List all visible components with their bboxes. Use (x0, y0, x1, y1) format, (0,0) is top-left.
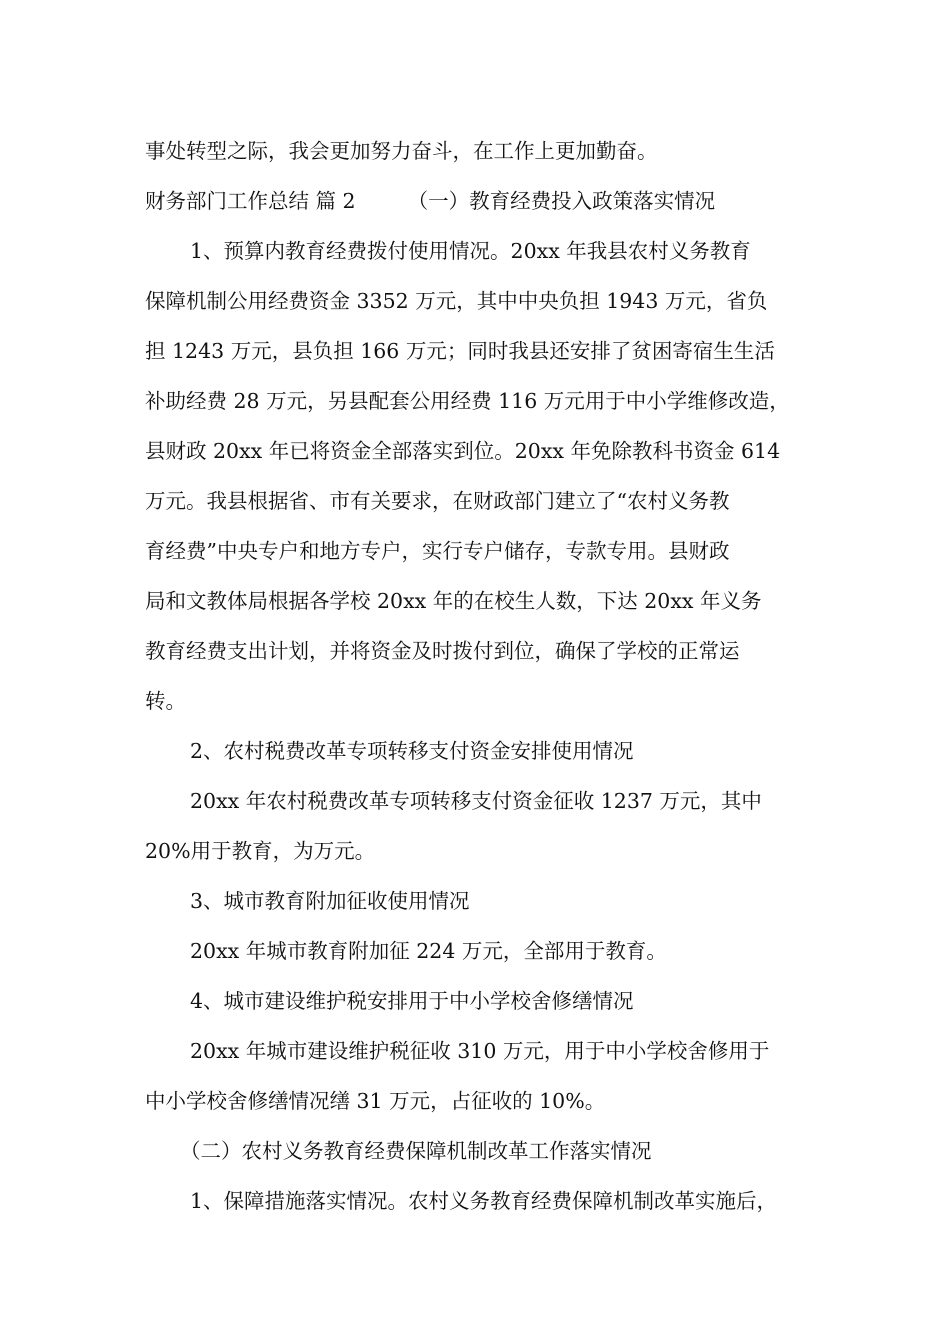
paragraph-line: 县财政 20xx 年已将资金全部落实到位。20xx 年免除教科书资金 614 (145, 439, 781, 463)
paragraph-line: 2、农村税费改革专项转移支付资金安排使用情况 (190, 739, 634, 763)
paragraph-line: 20%用于教育，为万元。 (145, 839, 376, 863)
paragraph-line: 4、城市建设维护税安排用于中小学校舍修缮情况 (190, 989, 634, 1013)
subsection-heading: （一）教育经费投入政策落实情况 (407, 189, 716, 213)
paragraph-line: 转。 (145, 689, 186, 713)
paragraph-line: 1、预算内教育经费拨付使用情况。20xx 年我县农村义务教育 (190, 239, 751, 263)
paragraph-line: （二）农村义务教育经费保障机制改革工作落实情况 (180, 1139, 652, 1163)
article-heading: 财务部门工作总结 篇 2 (145, 189, 356, 213)
section-heading (145, 186, 715, 216)
paragraph-line: 1、保障措施落实情况。农村义务教育经费保障机制改革实施后， (190, 1189, 778, 1213)
paragraph-line: 3、城市教育附加征收使用情况 (190, 889, 470, 913)
paragraph-line: 担 1243 万元，县负担 166 万元；同时我县还安排了贫困寄宿生生活 (145, 339, 775, 363)
paragraph-line: 20xx 年城市教育附加征 224 万元，全部用于教育。 (190, 939, 667, 963)
paragraph-line: 保障机制公用经费资金 3352 万元，其中中央负担 1943 万元，省负 (145, 289, 768, 313)
paragraph-line: 教育经费支出计划，并将资金及时拨付到位，确保了学校的正常运 (145, 639, 740, 663)
paragraph-line: 万元。我县根据省、市有关要求，在财政部门建立了“农村义务教 (145, 489, 730, 513)
paragraph-line: 事处转型之际，我会更加努力奋斗，在工作上更加勤奋。 (145, 139, 658, 163)
paragraph-line: 育经费”中央专户和地方专户，实行专户储存，专款专用。县财政 (145, 539, 730, 563)
paragraph-line: 中小学校舍修缮情况缮 31 万元，占征收的 10%。 (145, 1089, 606, 1113)
paragraph-line: 局和文教体局根据各学校 20xx 年的在校生人数，下达 20xx 年义务 (145, 589, 762, 613)
paragraph-line: 20xx 年农村税费改革专项转移支付资金征收 1237 万元，其中 (190, 789, 762, 813)
paragraph-line: 补助经费 28 万元，另县配套公用经费 116 万元用于中小学维修改造， (145, 389, 790, 413)
paragraph-line: 20xx 年城市建设维护税征收 310 万元，用于中小学校舍修用于 (190, 1039, 770, 1063)
